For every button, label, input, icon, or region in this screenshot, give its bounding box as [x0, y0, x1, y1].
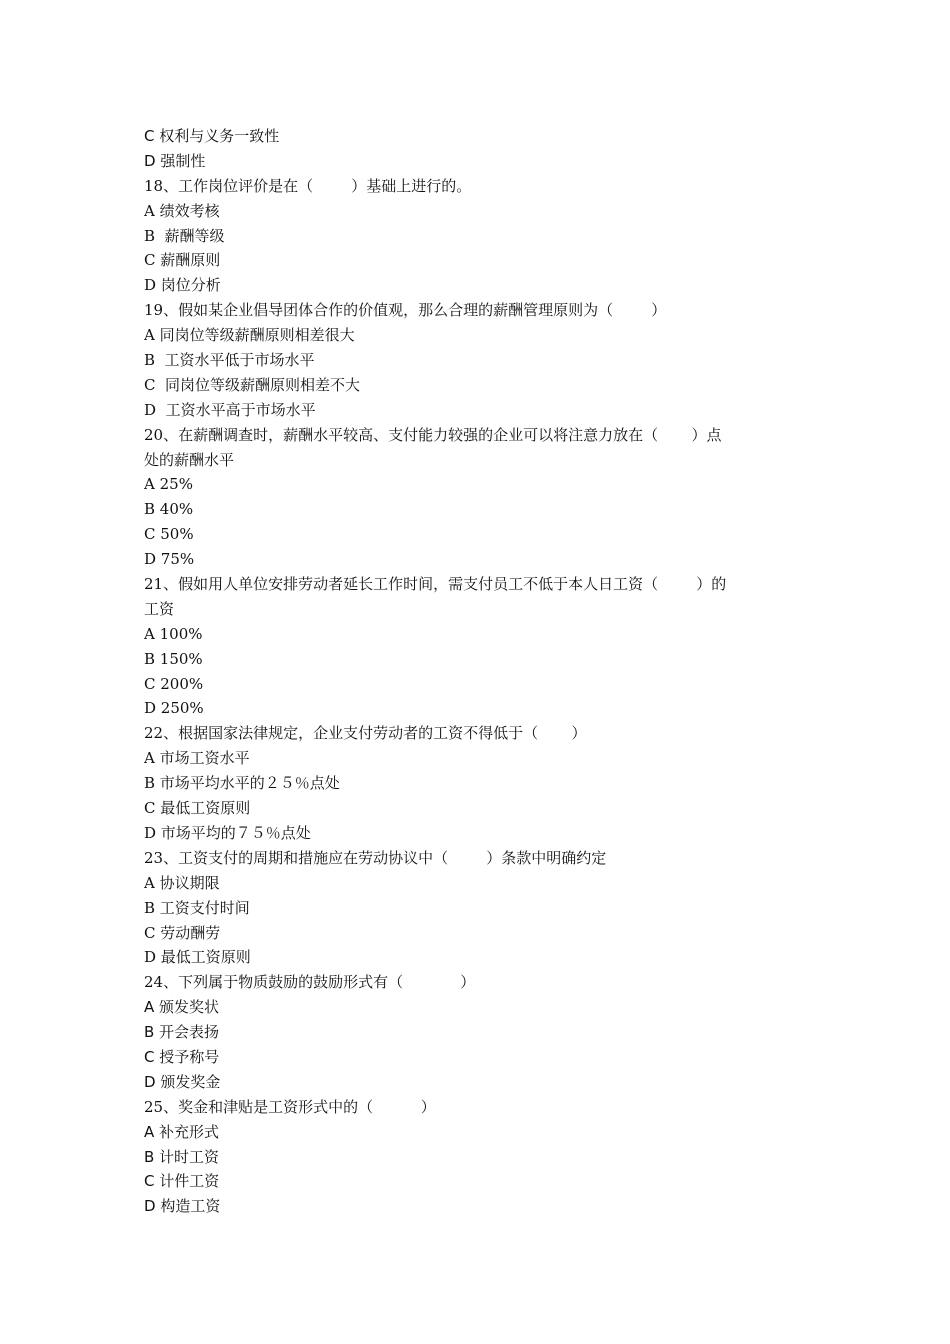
option-19d: D 工资水平高于市场水平 [144, 400, 316, 419]
option-24b: B 开会表扬 [144, 1023, 220, 1042]
question-20-line-1: 20、在薪酬调查时，薪酬水平较高、支付能力较强的企业可以将注意力放在（ ）点 [144, 425, 722, 444]
option-24a: A 颁发奖状 [144, 998, 220, 1017]
question-25: 25、奖金和津贴是工资形式中的（ ） [144, 1097, 436, 1116]
option-23c: C 劳动酬劳 [144, 923, 221, 942]
question-22: 22、根据国家法律规定，企业支付劳动者的工资不得低于（ ） [144, 724, 587, 743]
question-18: 18、工作岗位评价是在（ ）基础上进行的。 [144, 176, 472, 195]
option-22c: C 最低工资原则 [144, 799, 251, 818]
option-20a: A 25% [144, 475, 193, 494]
option-20b: B 40% [144, 500, 194, 519]
option-19a: A 同岗位等级薪酬原则相差很大 [144, 326, 355, 345]
question-24: 24、下列属于物质鼓励的鼓励形式有（ ） [144, 973, 476, 992]
option-22b: B 市场平均水平的２５％点处 [144, 774, 340, 793]
option-25b: B 计时工资 [144, 1147, 220, 1166]
option-25c: C 计件工资 [144, 1172, 220, 1191]
option-23a: A 协议期限 [144, 873, 220, 892]
option-18d: D 岗位分析 [144, 276, 221, 295]
option-17d: D 强制性 [144, 151, 206, 170]
option-20c: C 50% [144, 525, 194, 544]
question-19: 19、假如某企业倡导团体合作的价值观，那么合理的薪酬管理原则为（ ） [144, 301, 667, 320]
option-18b: B 薪酬等级 [144, 226, 225, 245]
question-23: 23、工资支付的周期和措施应在劳动协议中（ ）条款中明确约定 [144, 848, 607, 867]
document-page [144, 124, 824, 1219]
option-24d: D 颁发奖金 [144, 1072, 221, 1091]
option-21a: A 100% [144, 624, 203, 643]
option-22a: A 市场工资水平 [144, 749, 250, 768]
question-20-line-2: 处的薪酬水平 [144, 450, 235, 469]
option-23b: B 工资支付时间 [144, 898, 250, 917]
question-21-line-1: 21、假如用人单位安排劳动者延长工作时间，需支付员工不低于本人日工资（ ）的 [144, 575, 727, 594]
option-21c: C 200% [144, 674, 204, 693]
option-19c: C 同岗位等级薪酬原则相差不大 [144, 375, 361, 394]
option-25d: D 构造工资 [144, 1197, 221, 1216]
option-18c: C 薪酬原则 [144, 251, 221, 270]
option-17c: C 权利与义务一致性 [144, 127, 280, 145]
option-20d: D 75% [144, 550, 195, 569]
option-21b: B 150% [144, 649, 203, 668]
question-21-line-2: 工资 [144, 599, 175, 618]
option-19b: B 工资水平低于市场水平 [144, 351, 315, 370]
option-25a: A 补充形式 [144, 1122, 220, 1141]
option-21d: D 250% [144, 699, 204, 718]
option-18a: A 绩效考核 [144, 201, 220, 220]
option-24c: C 授予称号 [144, 1047, 220, 1066]
option-22d: D 市场平均的７５％点处 [144, 823, 311, 842]
option-23d: D 最低工资原则 [144, 948, 251, 967]
